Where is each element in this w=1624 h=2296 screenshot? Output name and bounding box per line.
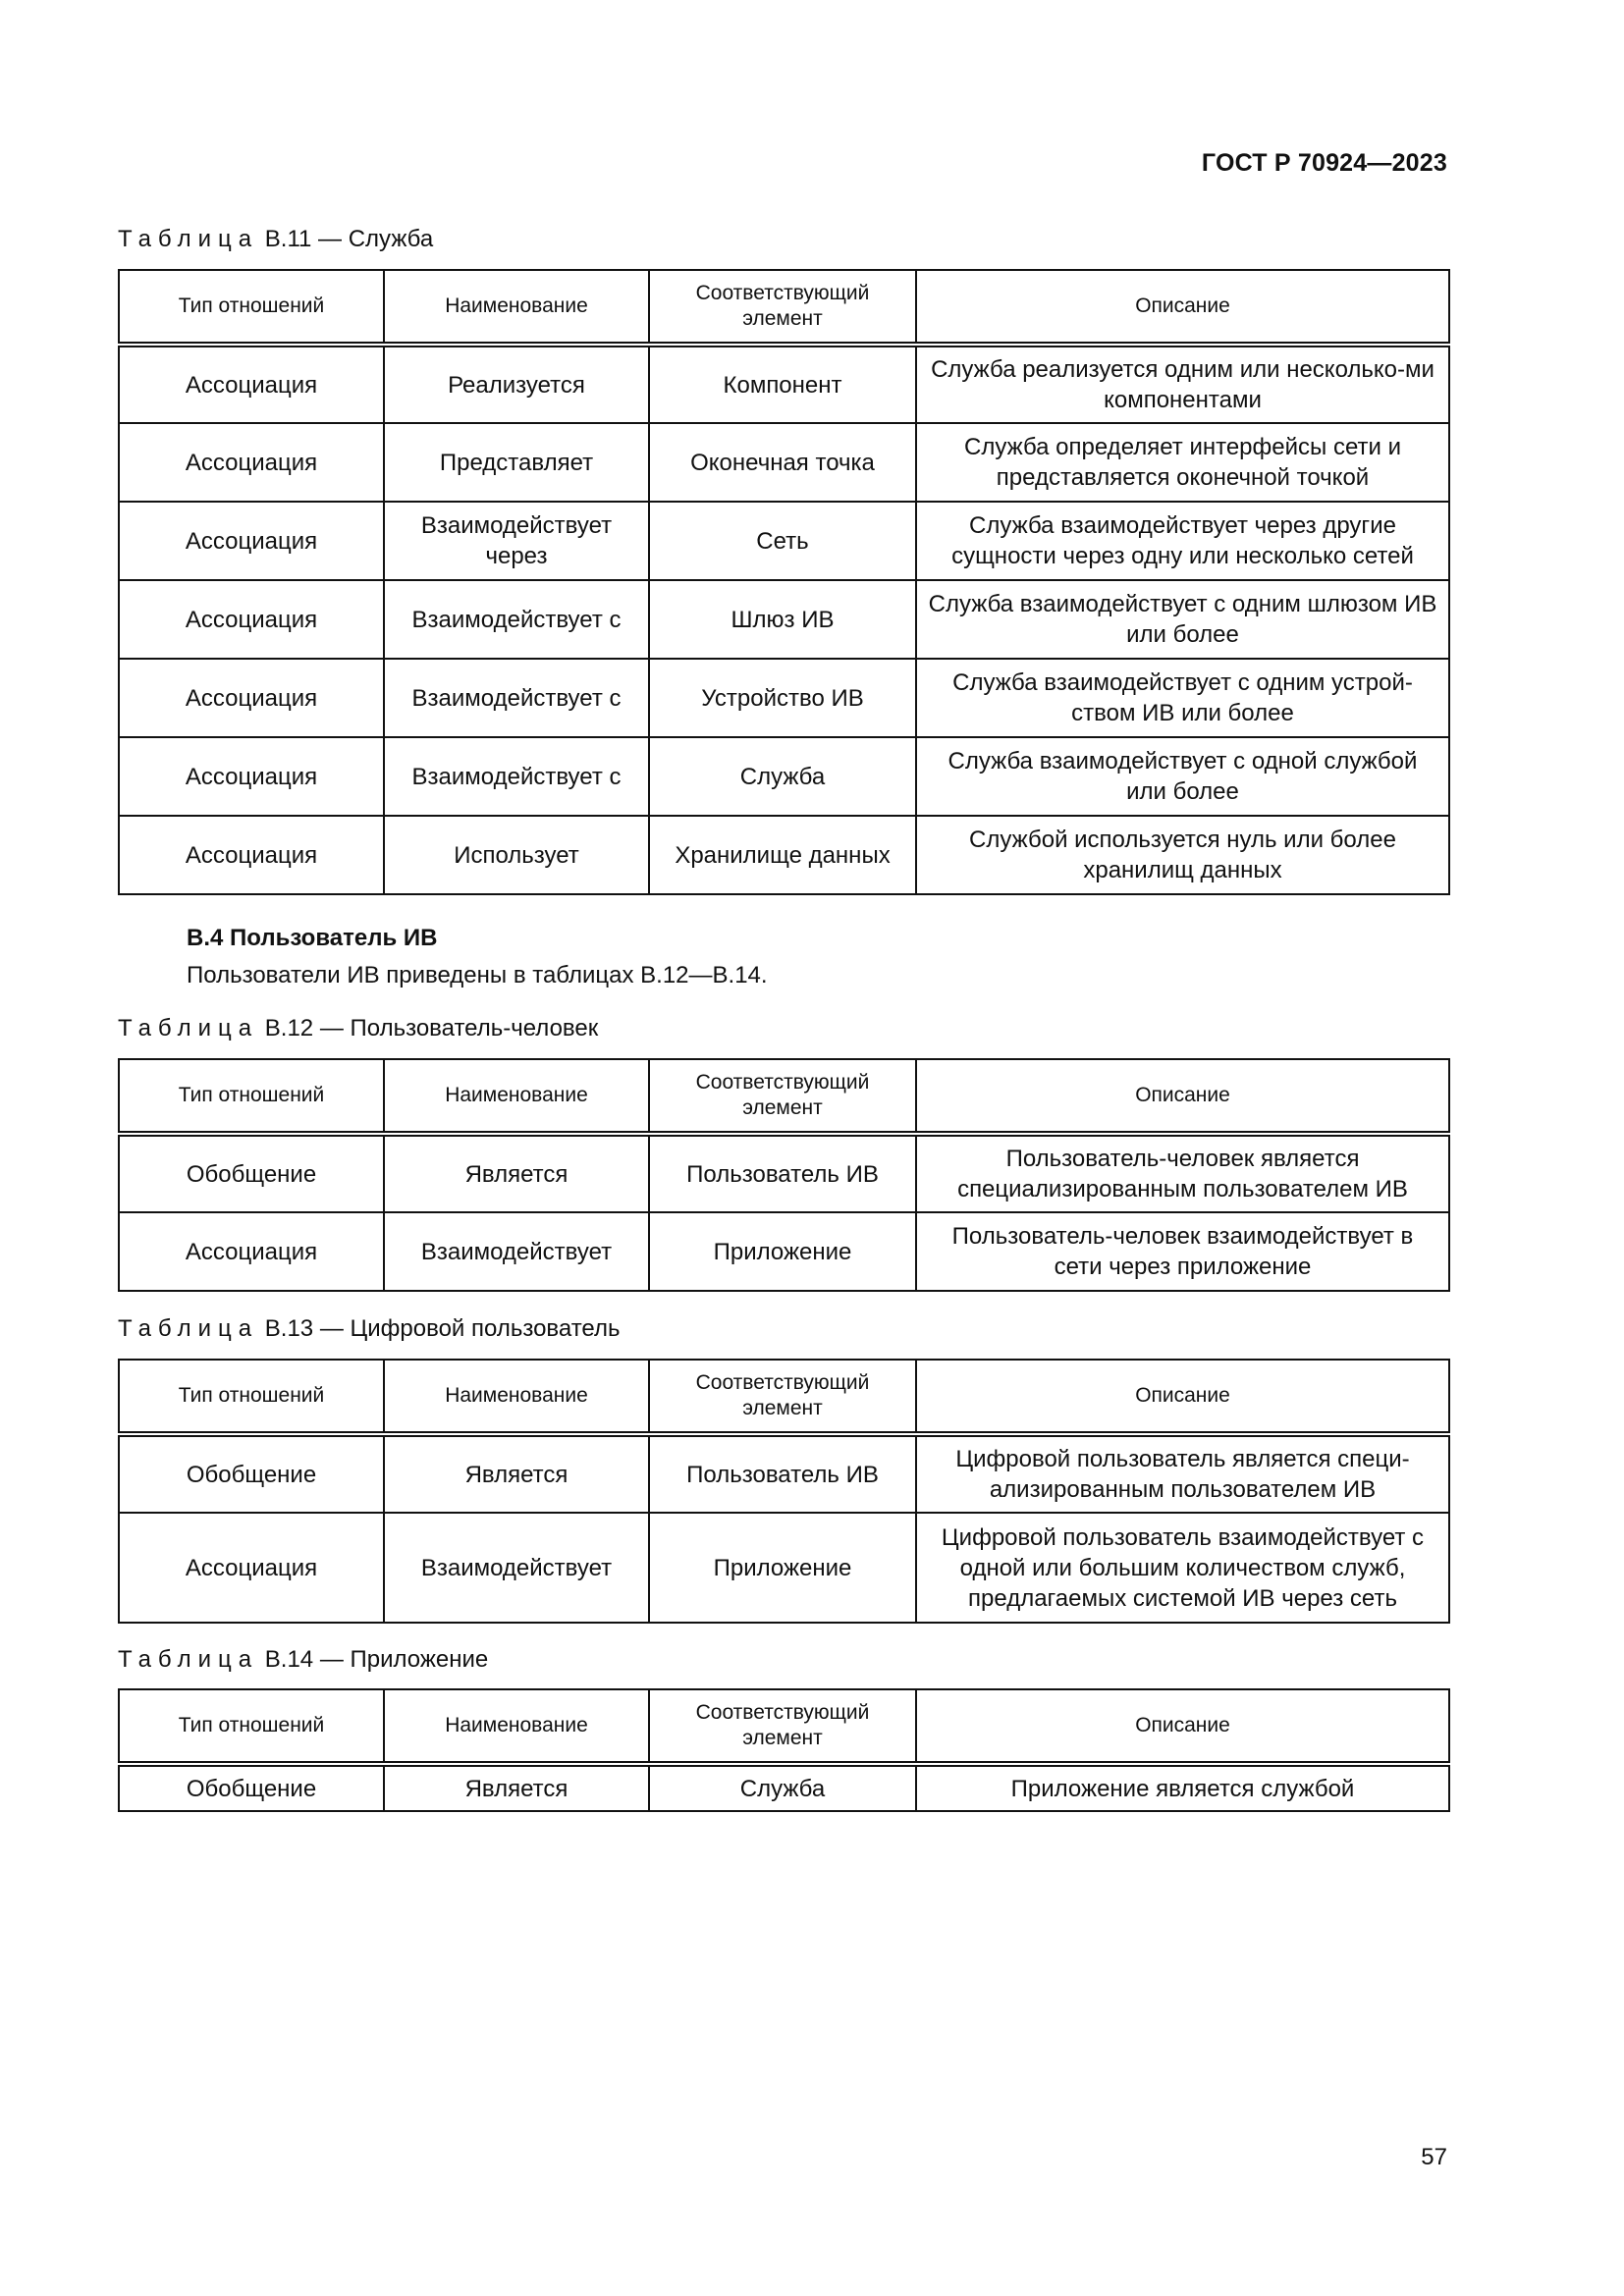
table-cell: Служба взаимодействует через другие сущности через одну или несколько сетей bbox=[916, 502, 1449, 580]
table-cell: Представляет bbox=[384, 423, 649, 502]
table-cell: Служба взаимодействует с одной службой или более bbox=[916, 737, 1449, 816]
table-cell: Устройство ИВ bbox=[649, 659, 916, 737]
table-cell: Компонент bbox=[649, 345, 916, 423]
header-cell: Наименование bbox=[384, 1689, 649, 1764]
table-title: Приложение bbox=[350, 1646, 489, 1673]
header-cell: Соответствующий элемент bbox=[649, 1059, 916, 1134]
table-b14 bbox=[118, 1688, 1450, 1812]
table-cell: Приложение bbox=[649, 1212, 916, 1291]
table-caption-b14: Таблица В.14 — Приложение bbox=[118, 1646, 489, 1673]
table-cell: Обобщение bbox=[119, 1434, 384, 1513]
table-row bbox=[119, 1764, 1449, 1811]
table-row bbox=[119, 1513, 1449, 1623]
standard-code: ГОСТ Р 70924—2023 bbox=[1201, 149, 1447, 177]
table-cell: Пользователь ИВ bbox=[649, 1434, 916, 1513]
table-cell: Ассоциация bbox=[119, 1212, 384, 1291]
table-cell: Обобщение bbox=[119, 1764, 384, 1811]
table-cell: Взаимодействует с bbox=[384, 580, 649, 659]
table-row bbox=[119, 423, 1449, 502]
table-cell: Является bbox=[384, 1764, 649, 1811]
table-cell: Оконечная точка bbox=[649, 423, 916, 502]
section-text: Пользователи ИВ приведены в таблицах В.12—В.14. bbox=[187, 962, 768, 988]
table-cell: Цифровой пользователь является специ-ализированным пользователем ИВ bbox=[916, 1434, 1449, 1513]
table-cell: Ассоциация bbox=[119, 580, 384, 659]
table-cell: Служба взаимодействует с одним шлюзом ИВ или более bbox=[916, 580, 1449, 659]
table-row bbox=[119, 737, 1449, 816]
table-cell: Шлюз ИВ bbox=[649, 580, 916, 659]
table-cell: Служба определяет интерфейсы сети и представляется оконечной точкой bbox=[916, 423, 1449, 502]
header-cell: Наименование bbox=[384, 1059, 649, 1134]
table-row bbox=[119, 1212, 1449, 1291]
table-row bbox=[119, 1434, 1449, 1513]
table-cell: Реализуется bbox=[384, 345, 649, 423]
header-cell: Соответствующий элемент bbox=[649, 1360, 916, 1434]
table-word: Таблица bbox=[118, 1015, 259, 1041]
section-heading: В.4 Пользователь ИВ bbox=[187, 925, 438, 951]
table-cell: Сеть bbox=[649, 502, 916, 580]
header-cell: Тип отношений bbox=[119, 270, 384, 345]
table-cell: Ассоциация bbox=[119, 659, 384, 737]
table-cell: Пользователь-человек взаимодействует в сети через приложение bbox=[916, 1212, 1449, 1291]
table-number: В.12 bbox=[264, 1015, 314, 1041]
table-header-row bbox=[119, 1689, 1449, 1764]
table-cell: Ассоциация bbox=[119, 737, 384, 816]
table-cell: Является bbox=[384, 1434, 649, 1513]
table-cell: Служба bbox=[649, 1764, 916, 1811]
table-cell: Взаимодействует через bbox=[384, 502, 649, 580]
table-row bbox=[119, 502, 1449, 580]
header-cell: Описание bbox=[916, 1689, 1449, 1764]
table-title: Служба bbox=[348, 226, 434, 252]
page-number: 57 bbox=[1421, 2144, 1447, 2170]
table-cell: Служба реализуется одним или несколько-ми компонентами bbox=[916, 345, 1449, 423]
table-word: Таблица bbox=[118, 226, 259, 252]
header-cell: Описание bbox=[916, 270, 1449, 345]
table-number: В.14 bbox=[264, 1646, 314, 1673]
table-cell: Служба bbox=[649, 737, 916, 816]
table-cell: Взаимодействует bbox=[384, 1513, 649, 1623]
table-cell: Приложение bbox=[649, 1513, 916, 1623]
table-cell: Ассоциация bbox=[119, 1513, 384, 1623]
table-cell: Хранилище данных bbox=[649, 816, 916, 894]
table-cell: Ассоциация bbox=[119, 502, 384, 580]
table-number: В.11 bbox=[264, 226, 312, 252]
table-cell: Пользователь-человек является специализированным пользователем ИВ bbox=[916, 1134, 1449, 1212]
table-header-row bbox=[119, 270, 1449, 345]
table-cell: Приложение является службой bbox=[916, 1764, 1449, 1811]
header-cell: Тип отношений bbox=[119, 1059, 384, 1134]
table-number: В.13 bbox=[264, 1315, 314, 1342]
table-word: Таблица bbox=[118, 1315, 259, 1342]
table-cell: Пользователь ИВ bbox=[649, 1134, 916, 1212]
header-cell: Описание bbox=[916, 1059, 1449, 1134]
table-cell: Цифровой пользователь взаимодействует с одной или большим количеством служб, предлагаемых системой ИВ через сеть bbox=[916, 1513, 1449, 1623]
table-row bbox=[119, 1134, 1449, 1212]
table-row bbox=[119, 659, 1449, 737]
header-cell: Наименование bbox=[384, 270, 649, 345]
header-cell: Тип отношений bbox=[119, 1360, 384, 1434]
table-cell: Взаимодействует с bbox=[384, 737, 649, 816]
table-cell: Служба взаимодействует с одним устрой-ством ИВ или более bbox=[916, 659, 1449, 737]
table-row bbox=[119, 345, 1449, 423]
table-cell: Ассоциация bbox=[119, 816, 384, 894]
table-word: Таблица bbox=[118, 1646, 259, 1673]
table-row bbox=[119, 580, 1449, 659]
table-b11 bbox=[118, 269, 1450, 895]
table-b12 bbox=[118, 1058, 1450, 1292]
header-cell: Тип отношений bbox=[119, 1689, 384, 1764]
table-header-row bbox=[119, 1059, 1449, 1134]
table-cell: Использует bbox=[384, 816, 649, 894]
table-cell: Взаимодействует bbox=[384, 1212, 649, 1291]
table-b13 bbox=[118, 1359, 1450, 1624]
table-header-row bbox=[119, 1360, 1449, 1434]
table-cell: Обобщение bbox=[119, 1134, 384, 1212]
table-caption-b12: Таблица В.12 — Пользователь-человек bbox=[118, 1015, 599, 1041]
header-cell: Наименование bbox=[384, 1360, 649, 1434]
table-cell: Службой используется нуль или более хранилищ данных bbox=[916, 816, 1449, 894]
table-title: Пользователь-человек bbox=[350, 1015, 599, 1041]
header-cell: Соответствующий элемент bbox=[649, 270, 916, 345]
table-cell: Взаимодействует с bbox=[384, 659, 649, 737]
table-title: Цифровой пользователь bbox=[350, 1315, 621, 1342]
table-cell: Ассоциация bbox=[119, 423, 384, 502]
header-cell: Соответствующий элемент bbox=[649, 1689, 916, 1764]
table-caption-b11: Таблица В.11 — Служба bbox=[118, 226, 434, 252]
table-cell: Ассоциация bbox=[119, 345, 384, 423]
table-cell: Является bbox=[384, 1134, 649, 1212]
table-caption-b13: Таблица В.13 — Цифровой пользователь bbox=[118, 1315, 621, 1342]
table-row bbox=[119, 816, 1449, 894]
header-cell: Описание bbox=[916, 1360, 1449, 1434]
